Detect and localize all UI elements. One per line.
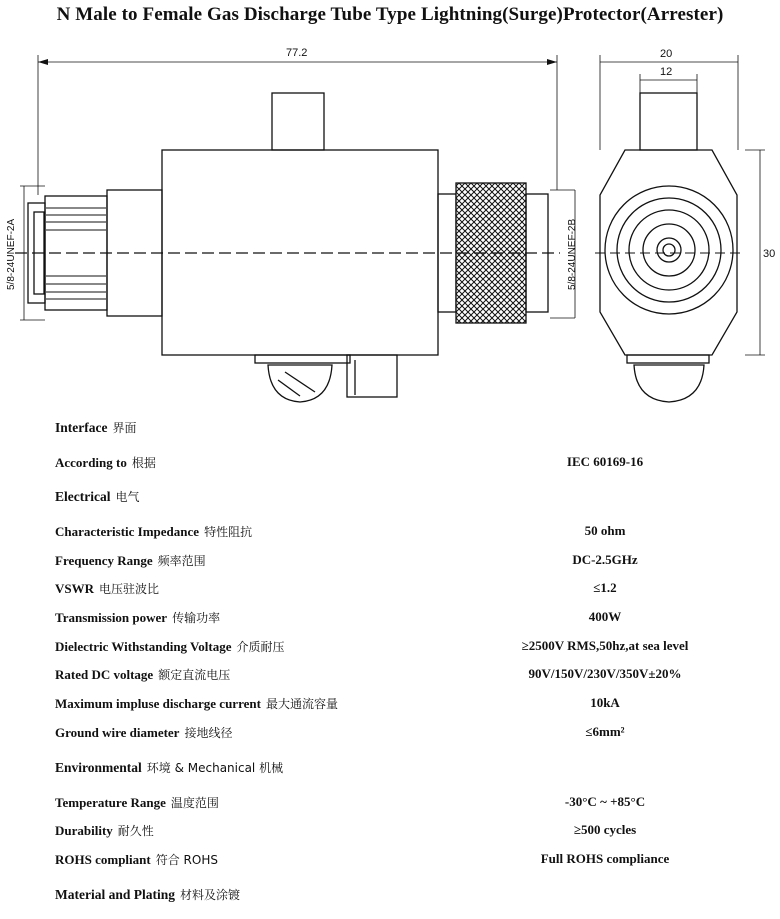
spec-label: Environmental 环境 & Mechanical 机械 (55, 760, 284, 775)
spec-label: Durability 耐久性 (55, 823, 154, 838)
spec-row-rated-dc (0, 666, 780, 686)
spec-label: Interface 界面 (55, 420, 137, 435)
spec-value: ≥2500V RMS,50hz,at sea level (521, 638, 689, 653)
spec-label: Ground wire diameter 接地线径 (55, 725, 233, 740)
spec-label: Dielectric Withstanding Voltage 介质耐压 (55, 639, 285, 654)
spec-value: 10kA (590, 695, 620, 710)
spec-row-interface (0, 419, 780, 439)
technical-drawing (0, 0, 780, 410)
spec-value: ≤1.2 (593, 580, 617, 595)
spec-value: 90V/150V/230V/350V±20% (528, 666, 682, 681)
spec-value: IEC 60169-16 (566, 454, 644, 469)
spec-value: ≥500 cycles (573, 822, 637, 837)
spec-row-dielectric (0, 638, 780, 658)
spec-row-material (0, 886, 780, 906)
dim-height: 30 (763, 248, 776, 260)
spec-row-discharge-current (0, 695, 780, 715)
spec-row-temperature (0, 794, 780, 814)
spec-label: Electrical 电气 (55, 489, 140, 504)
spec-value: 400W (588, 609, 622, 624)
spec-value: Full ROHS compliance (540, 851, 670, 866)
thread-label-right: 5/8-24UNEF-2B (567, 218, 578, 290)
spec-row-vswr (0, 580, 780, 600)
dim-width-inner: 12 (660, 66, 673, 78)
spec-row-electrical (0, 488, 780, 508)
spec-value: -30°C ~ +85°C (564, 794, 646, 809)
spec-value: ≤6mm² (585, 724, 625, 739)
spec-row-ground-wire (0, 724, 780, 744)
spec-label: VSWR 电压驻波比 (55, 581, 160, 596)
spec-label: Transmission power 传输功率 (55, 610, 221, 625)
spec-row-according-to (0, 454, 780, 474)
spec-value: DC-2.5GHz (572, 552, 638, 567)
spec-row-environmental (0, 759, 780, 779)
spec-label: ROHS compliant 符合 ROHS (55, 852, 218, 867)
spec-label: Material and Plating 材料及涂镀 (55, 887, 241, 902)
thread-label-left: 5/8-24UNEF-2A (6, 218, 17, 290)
spec-label: Temperature Range 温度范围 (55, 795, 219, 810)
spec-label: Frequency Range 频率范围 (55, 553, 206, 568)
spec-label: Maximum impluse discharge current 最大通流容量 (55, 696, 338, 711)
spec-row-frequency (0, 552, 780, 572)
spec-label: According to 根据 (55, 455, 156, 470)
spec-row-rohs (0, 851, 780, 871)
dim-length: 77.2 (286, 47, 308, 59)
spec-label: Characteristic Impedance 特性阻抗 (55, 524, 253, 539)
spec-row-impedance (0, 523, 780, 543)
spec-row-power (0, 609, 780, 629)
spec-row-durability (0, 822, 780, 842)
page-title: N Male to Female Gas Discharge Tube Type Lightning(Surge)Protector(Arrester) (56, 4, 724, 25)
dim-width-outer: 20 (660, 48, 673, 60)
spec-label: Rated DC voltage 额定直流电压 (55, 667, 231, 682)
spec-value: 50 ohm (584, 523, 626, 538)
